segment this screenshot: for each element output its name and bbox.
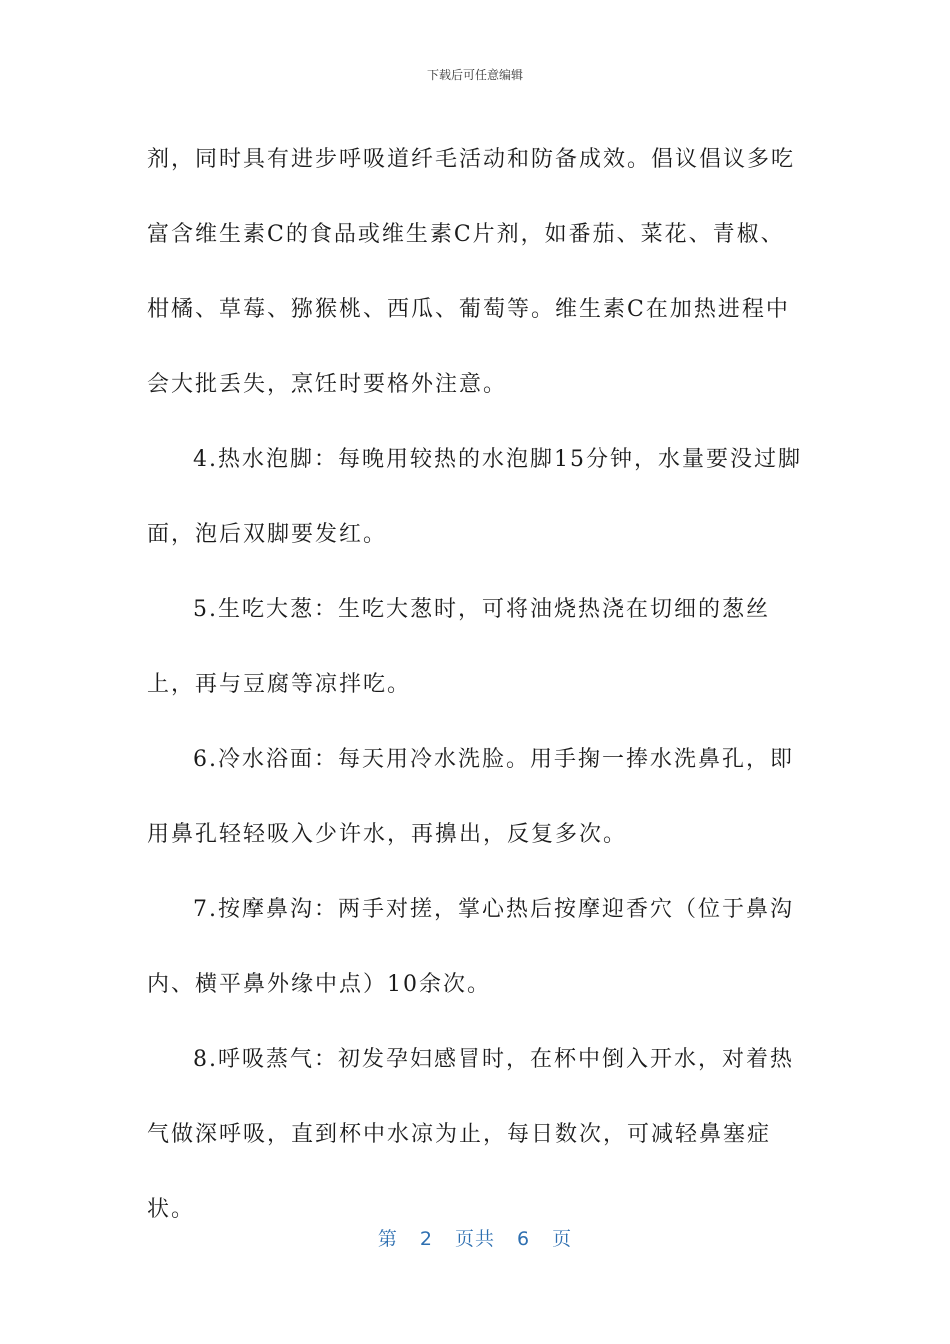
paragraph: 7.按摩鼻沟：两手对搓，掌心热后按摩迎香穴（位于鼻沟内、横平鼻外缘中点）10余次。 — [147, 897, 794, 997]
footer-suffix: 页 — [552, 1228, 573, 1250]
footer-prefix: 第 — [377, 1228, 398, 1250]
footer-total-pages: 6 — [517, 1228, 531, 1250]
paragraph: 5.生吃大葱：生吃大葱时，可将油烧热浇在切细的葱丝上，再与豆腐等凉拌吃。 — [147, 597, 770, 697]
document-body — [147, 122, 807, 1247]
paragraph: 4.热水泡脚：每晚用较热的水泡脚15分钟，水量要没过脚面，泡后双脚要发红。 — [147, 447, 802, 547]
page-header: 下载后可任意编辑 — [426, 68, 523, 82]
footer-middle: 页共 — [454, 1228, 495, 1250]
paragraph: 6.冷水浴面：每天用冷水洗脸。用手掬一捧水洗鼻孔，即用鼻孔轻轻吸入少许水，再擤出，反复多次。 — [147, 747, 794, 847]
page-footer — [0, 1224, 950, 1251]
footer-page-number: 2 — [419, 1228, 433, 1250]
paragraph: 8.呼吸蒸气：初发孕妇感冒时，在杯中倒入开水，对着热气做深呼吸，直到杯中水凉为止，每日数次，可减轻鼻塞症状。 — [147, 1047, 794, 1222]
paragraph: 剂，同时具有进步呼吸道纤毛活动和防备成效。倡议倡议多吃富含维生素C的食品或维生素C片剂，如番茄、菜花、青椒、柑橘、草莓、猕猴桃、西瓜、葡萄等。维生素C在加热进程中会大批丢失，烹饪时要格外注意。 — [147, 147, 796, 397]
